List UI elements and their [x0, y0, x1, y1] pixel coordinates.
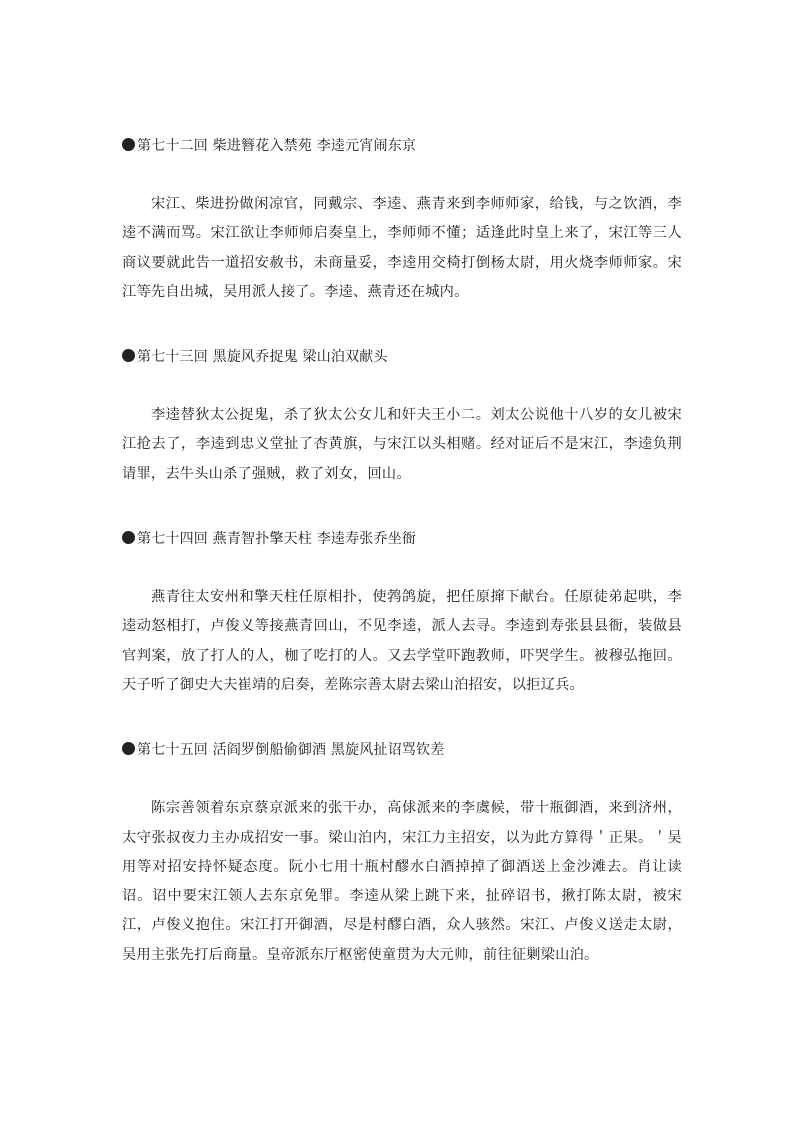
document-page [122, 128, 682, 970]
chapter-73 [122, 347, 682, 489]
chapter-summary: 宋江、柴进扮做闲凉官，同戴宗、李逵、燕青来到李师师家，给钱，与之饮酒，李逵不满而骂。宋江欲让李师师启奏皇上，李师师不懂；适逢此时皇上来了，宋江等三人商议要就此告一道招安赦书，未商量妥，李逵用交椅打倒杨太尉，用火烧李师师家。宋江等先自出城，吴用派人接了。李逵、燕青还在城内。 [122, 196, 682, 300]
chapter-title [122, 529, 682, 549]
chapter-75 [122, 740, 682, 970]
bullet-icon [122, 138, 135, 151]
bullet-icon [122, 531, 135, 544]
chapter-title [122, 347, 682, 367]
chapter-title [122, 740, 682, 760]
chapter-summary: 燕青往太安州和擎天柱任原相扑，使鹁鸽旋，把任原撺下献台。任原徒弟起哄，李逵动怒相打，卢俊义等接燕青回山，不见李逵，派人去寻。李逵到寿张县县衙，装做县官判案，放了打人的人，枷了吃打的人。又去学堂吓跑教师，吓哭学生。被穆弘拖回。天子听了御史大夫崔靖的启奏，差陈宗善太尉去梁山泊招安，以拒辽兵。 [122, 589, 682, 693]
bullet-icon [122, 349, 135, 362]
chapter-summary: 李逵替狄太公捉鬼，杀了狄太公女儿和奸夫王小二。刘太公说他十八岁的女儿被宋江抢去了，李逵到忠义堂扯了杏黄旗，与宋江以头相赌。经对证后不是宋江，李逵负荆请罪，去牛头山杀了强贼，救了刘女，回山。 [122, 407, 682, 482]
bullet-icon [122, 742, 135, 755]
chapter-title-text: 第七十二回 柴进簪花入禁苑 李逵元宵闹东京 [137, 138, 417, 154]
chapter-title-text: 第七十四回 燕青智扑擎天柱 李逵寿张乔坐衙 [137, 531, 417, 548]
chapter-title-text: 第七十三回 黑旋风乔捉鬼 梁山泊双献头 [137, 349, 388, 366]
chapter-title-text: 第七十五回 活阎罗倒船偷御酒 黑旋风扯诏骂钦差 [137, 742, 445, 759]
chapter-summary: 陈宗善领着东京蔡京派来的张干办，高俅派来的李虞候，带十瓶御酒，来到济州，太守张叔夜力主办成招安一事。梁山泊内，宋江力主招安，以为此方算得＇正果。＇吴用等对招安持怀疑态度。阮小七用十瓶村醪水白酒掉掉了御酒送上金沙滩去。肖让读诏。诏中要宋江领人去东京免罪。李逵从梁上跳下来，扯碎诏书，揪打陈太尉，被宋江，卢俊义抱住。宋江打开御酒，尽是村醪白酒，众人骇然。宋江、卢俊义送走太尉，吴用主张先打后商量。皇帝派东厅枢密使童贯为大元帅，前往征剿梁山泊。 [122, 800, 682, 963]
chapter-74 [122, 529, 682, 700]
chapter-title [122, 136, 682, 156]
chapter-72 [122, 136, 682, 307]
